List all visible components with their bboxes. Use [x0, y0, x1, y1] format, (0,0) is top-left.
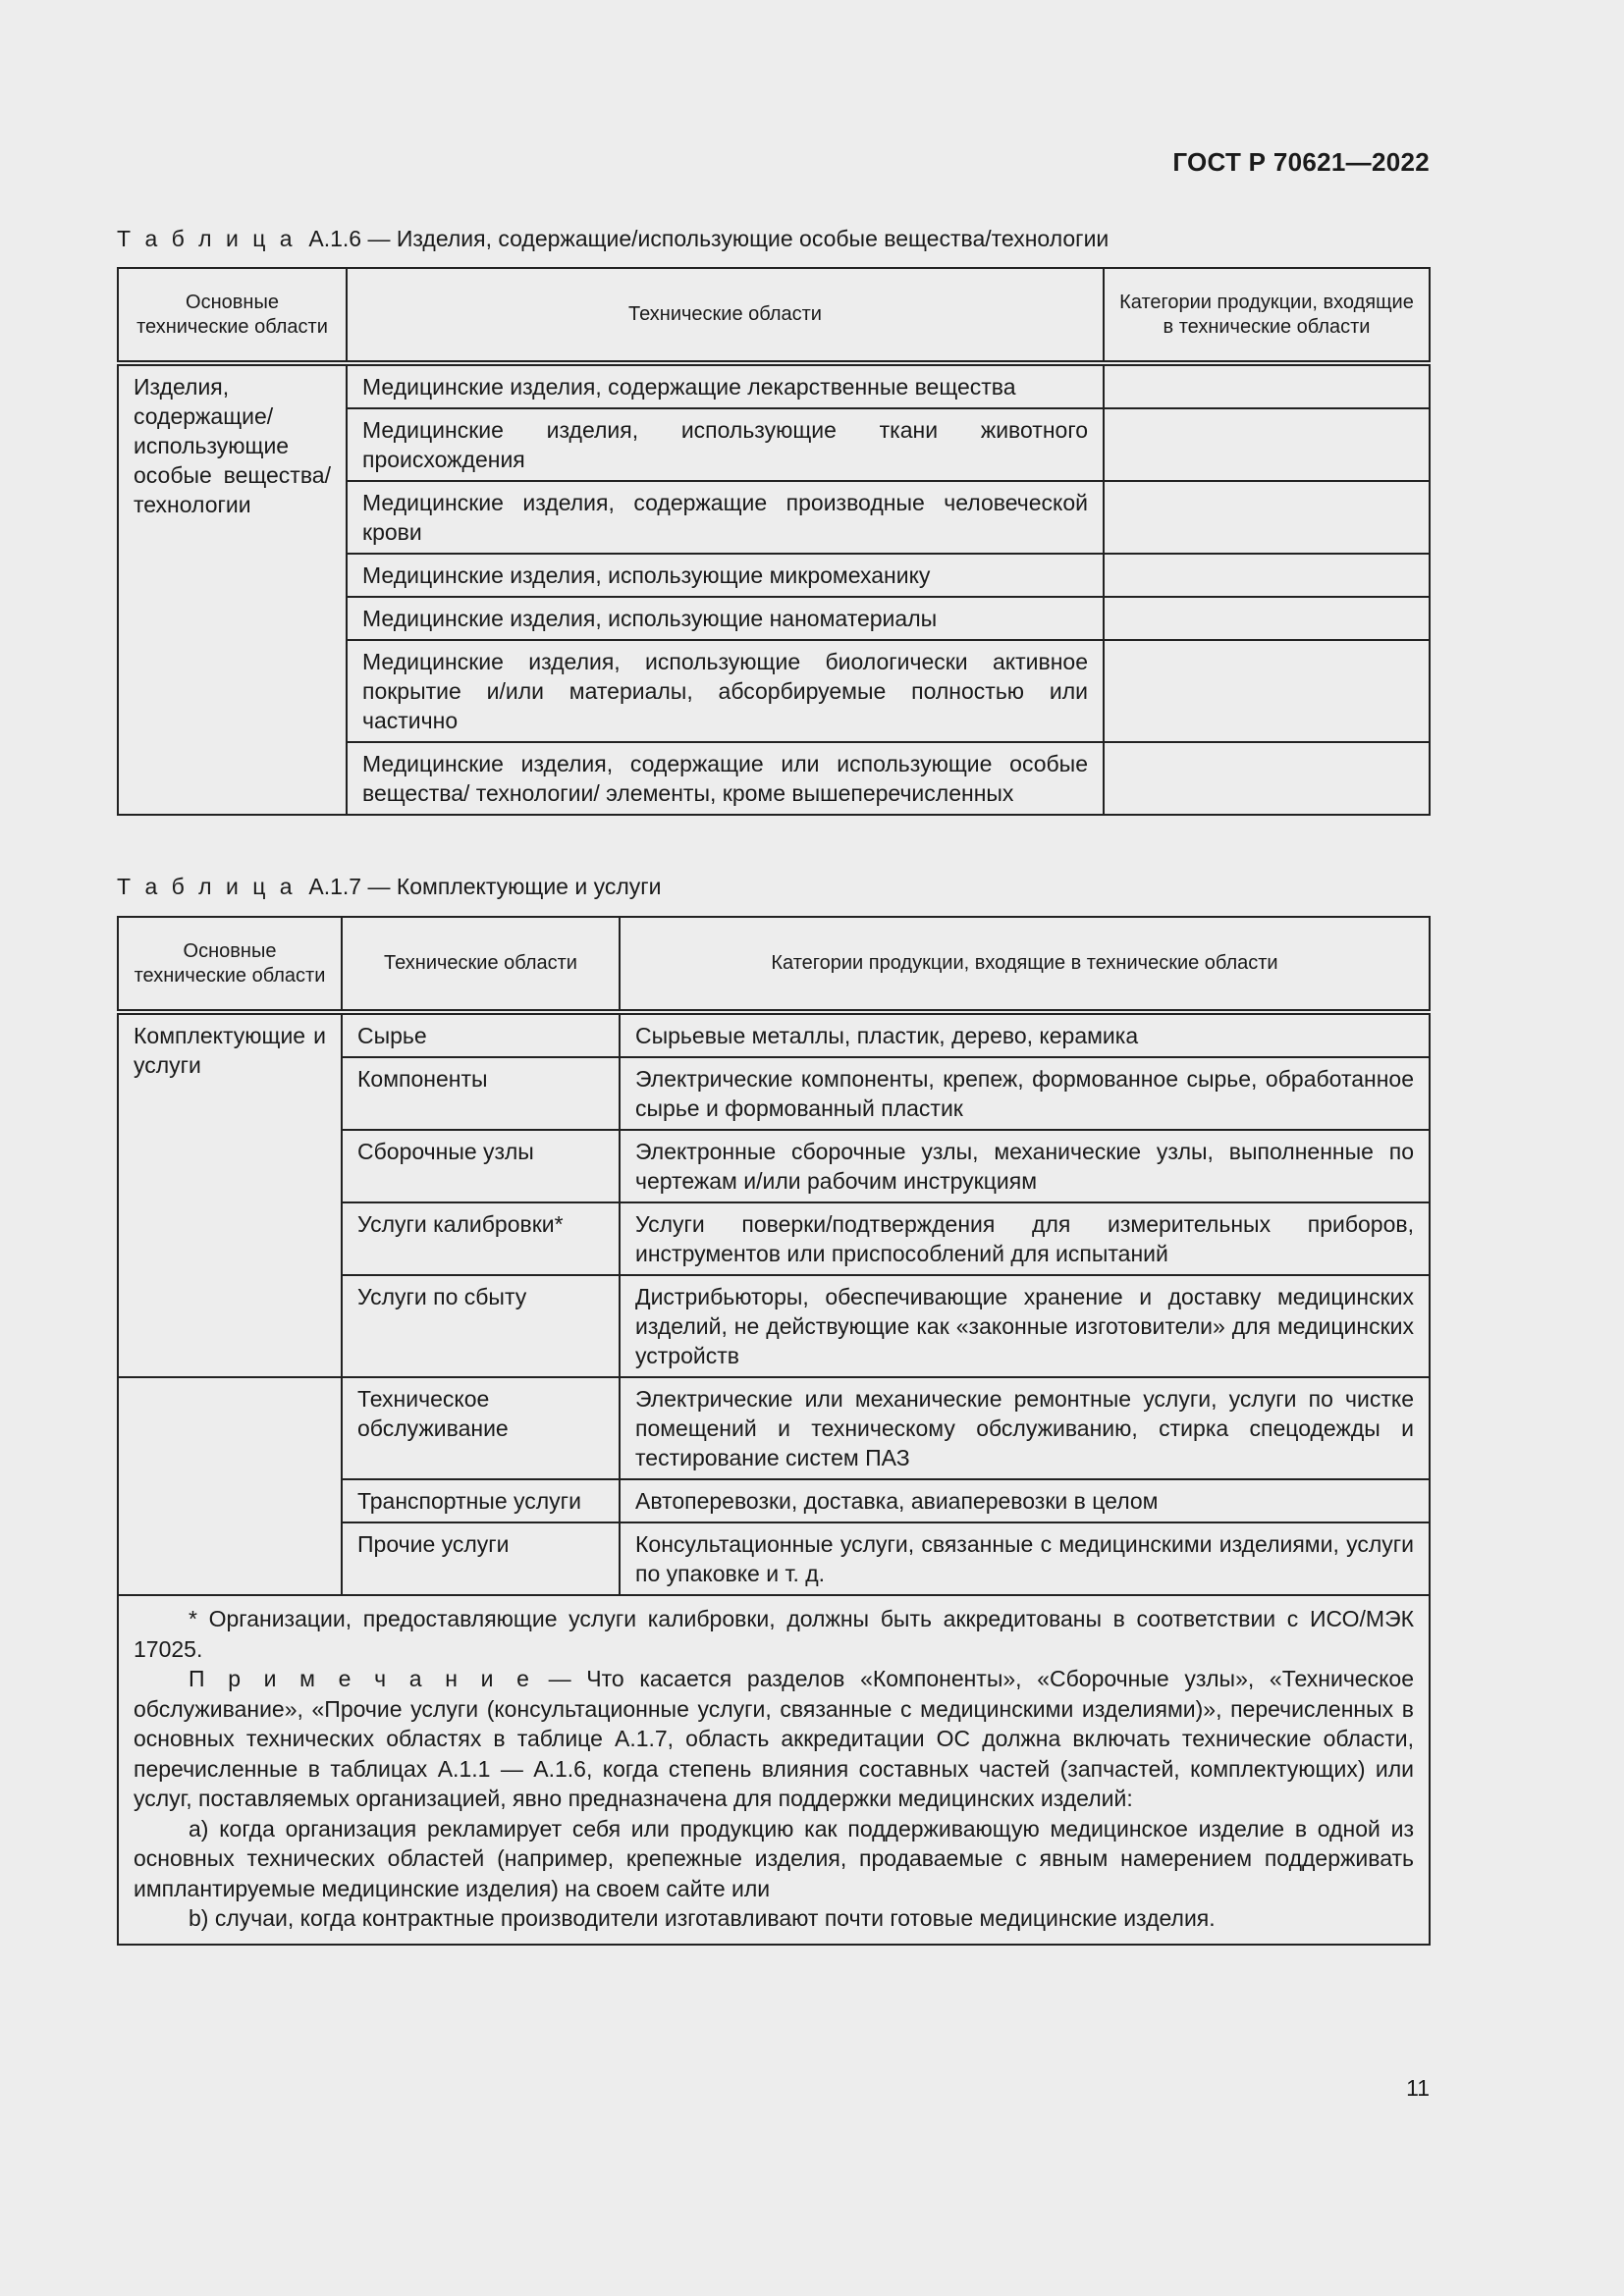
- header-product-categories: Категории продукции, входящие в технические области: [1104, 268, 1430, 363]
- table-cell: Транспортные услуги: [342, 1479, 620, 1522]
- table-a16-caption: [117, 226, 1109, 252]
- table-cell: Прочие услуги: [342, 1522, 620, 1595]
- table-cell: Автоперевозки, доставка, авиаперевозки в целом: [620, 1479, 1430, 1522]
- table-cell: Электрические компоненты, крепеж, формованное сырье, обработанное сырье и формованный пластик: [620, 1057, 1430, 1130]
- note-item-a: a) когда организация рекламирует себя или продукцию как поддерживающую медицинское изделие в одной из основных технических областей (например, крепежные изделия, продаваемые с явным намерением поддерживать имплантируемые медицинские изделия) на своем сайте или: [134, 1815, 1414, 1901]
- note-label: П р и м е ч а н и е: [189, 1666, 533, 1691]
- table-label: Т а б л и ц а: [117, 874, 297, 899]
- table-cell: Дистрибьюторы, обеспечивающие хранение и доставку медицинских изделий, не действующие как «законные изготовители» для медицинских устройств: [620, 1275, 1430, 1377]
- group-label: Изделия, содержащие/использующие особые вещества/ технологии: [118, 363, 347, 815]
- note-text: — Что касается разделов «Компоненты», «Сборочные узлы», «Техническое обслуживание», «Прочие услуги (консультационные услуги, связанные с медицинскими изделиями)», перечисленных в основных технических областях в таблице А.1.7, область аккредитации ОС должна включать технические области, перечисленные в таблицах А.1.1 — А.1.6, когда степень влияния составных частей (запчастей, комплектующих) или услуг, поставляемых организацией, явно предназначена для поддержки медицинских изделий:: [134, 1666, 1414, 1811]
- table-cell: Медицинские изделия, содержащие или использующие особые вещества/ технологии/ элементы, кроме вышеперечисленных: [347, 742, 1104, 815]
- table-cell: [1104, 554, 1430, 597]
- table-cell: Сырье: [342, 1012, 620, 1057]
- footnote: * Организации, предоставляющие услуги калибровки, должны быть аккредитованы в соответствии с ИСО/МЭК 17025.: [134, 1606, 1414, 1662]
- table-a17: [117, 916, 1431, 1946]
- table-title: А.1.7 — Комплектующие и услуги: [308, 874, 662, 899]
- header-main-areas: Основные технические области: [118, 917, 342, 1012]
- table-cell: Сборочные узлы: [342, 1130, 620, 1202]
- header-tech-areas: Технические области: [342, 917, 620, 1012]
- table-cell: Медицинские изделия, использующие биологически активное покрытие и/или материалы, абсорбируемые полностью или частично: [347, 640, 1104, 742]
- table-cell: Медицинские изделия, использующие наноматериалы: [347, 597, 1104, 640]
- table-cell: Компоненты: [342, 1057, 620, 1130]
- table-cell: Электрические или механические ремонтные услуги, услуги по чистке помещений и техническому обслуживанию, стирка спецодежды и тестирование систем ПАЗ: [620, 1377, 1430, 1479]
- group-label-empty: [118, 1377, 342, 1595]
- table-cell: [1104, 363, 1430, 408]
- table-a17-caption: [117, 874, 661, 900]
- note-item-b: b) случаи, когда контрактные производители изготавливают почти готовые медицинские изделия.: [189, 1905, 1216, 1931]
- table-cell: Медицинские изделия, использующие микромеханику: [347, 554, 1104, 597]
- table-cell: Консультационные услуги, связанные с медицинскими изделиями, услуги по упаковке и т. д.: [620, 1522, 1430, 1595]
- table-cell: Медицинские изделия, использующие ткани животного происхождения: [347, 408, 1104, 481]
- table-title: А.1.6 — Изделия, содержащие/использующие особые вещества/технологии: [308, 226, 1110, 251]
- table-cell: Услуги поверки/подтверждения для измерительных приборов, инструментов или приспособлений для испытаний: [620, 1202, 1430, 1275]
- header-tech-areas: Технические области: [347, 268, 1104, 363]
- table-cell: Электронные сборочные узлы, механические узлы, выполненные по чертежам и/или рабочим инструкциям: [620, 1130, 1430, 1202]
- table-cell: Медицинские изделия, содержащие лекарственные вещества: [347, 363, 1104, 408]
- table-cell: Техническое обслуживание: [342, 1377, 620, 1479]
- header-product-categories: Категории продукции, входящие в технические области: [620, 917, 1430, 1012]
- table-cell: Медицинские изделия, содержащие производные человеческой крови: [347, 481, 1104, 554]
- table-cell: [1104, 408, 1430, 481]
- table-notes: [118, 1595, 1430, 1945]
- table-label: Т а б л и ц а: [117, 226, 297, 251]
- table-cell: Сырьевые металлы, пластик, дерево, керамика: [620, 1012, 1430, 1057]
- table-cell: [1104, 640, 1430, 742]
- table-cell: [1104, 742, 1430, 815]
- table-cell: [1104, 597, 1430, 640]
- group-label: Комплектующие и услуги: [118, 1012, 342, 1377]
- table-cell: Услуги по сбыту: [342, 1275, 620, 1377]
- table-a16: [117, 267, 1431, 816]
- page-number: 11: [1406, 2075, 1430, 2101]
- header-main-areas: Основные технические области: [118, 268, 347, 363]
- document-id: ГОСТ Р 70621—2022: [1172, 147, 1430, 177]
- note-paragraph: [134, 1664, 1414, 1814]
- table-cell: [1104, 481, 1430, 554]
- table-cell: Услуги калибровки*: [342, 1202, 620, 1275]
